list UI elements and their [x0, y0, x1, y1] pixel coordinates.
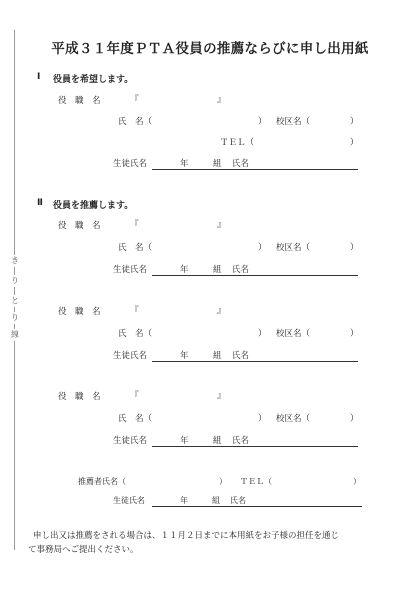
recommender-student-name: 氏名 — [230, 496, 246, 505]
student-name: 氏名 — [232, 159, 250, 169]
student-name-label: 生徒氏名 — [113, 265, 148, 275]
student-year: 年 — [180, 265, 189, 275]
student-name-label: 生徒氏名 — [113, 436, 148, 446]
name-label: 氏 名（ — [118, 117, 153, 127]
position-bracket-open: 『 — [130, 95, 139, 105]
recommender-tel-paren-close: ） — [353, 477, 361, 486]
student-underline[interactable] — [152, 361, 358, 362]
student-class: 組 — [213, 265, 222, 275]
cut-line-char: と — [11, 296, 19, 305]
school-label: 校区名（ — [276, 243, 311, 253]
name-paren-close: ） — [258, 329, 267, 339]
recommender-tel-field[interactable] — [280, 475, 350, 487]
position-bracket-close: 』 — [217, 95, 226, 105]
name-field[interactable] — [158, 114, 254, 126]
name-label: 氏 名（ — [118, 243, 153, 253]
student-underline[interactable] — [152, 446, 358, 447]
student-class: 組 — [213, 351, 222, 361]
name-paren-close: ） — [258, 117, 267, 127]
student-year: 年 — [180, 351, 189, 361]
school-paren-close: ） — [350, 329, 359, 339]
school-label: 校区名（ — [276, 414, 311, 424]
footer-line-2: て事務局へご提出ください。 — [28, 545, 139, 555]
name-label: 氏 名（ — [118, 329, 153, 339]
recommender-label: 推薦者氏名（ — [78, 477, 126, 486]
section2-heading: 役員を推薦します。 — [53, 201, 134, 211]
student-name-label: 生徒氏名 — [113, 159, 148, 169]
position-bracket-close: 』 — [217, 306, 226, 316]
student-name: 氏名 — [232, 351, 250, 361]
school-paren-close: ） — [350, 243, 359, 253]
student-class: 組 — [213, 436, 222, 446]
cut-line-char: 線 — [11, 330, 19, 339]
school-paren-close: ） — [350, 414, 359, 424]
name-paren-close: ） — [258, 243, 267, 253]
position-label: 役 職 名 — [58, 96, 101, 106]
tel-field[interactable] — [264, 135, 348, 147]
student-year: 年 — [180, 436, 189, 446]
student-year: 年 — [180, 159, 189, 169]
section1-heading: 役員を希望します。 — [53, 75, 134, 85]
position-label: 役 職 名 — [58, 221, 101, 231]
tel-label: ＴＥＬ（ — [220, 138, 255, 148]
position-bracket-open: 『 — [130, 306, 139, 316]
recommender-field[interactable] — [132, 475, 218, 487]
school-paren-close: ） — [350, 117, 359, 127]
section1-number: Ⅰ — [37, 72, 41, 82]
recommender-paren-close: ） — [219, 477, 227, 486]
student-name: 氏名 — [232, 265, 250, 275]
recommender-underline[interactable] — [152, 506, 362, 507]
position-field[interactable] — [140, 93, 216, 105]
student-underline[interactable] — [152, 169, 358, 170]
tel-paren-close: ） — [350, 138, 359, 148]
school-field[interactable] — [318, 114, 348, 126]
position-bracket-open: 『 — [130, 220, 139, 230]
student-name-label: 生徒氏名 — [113, 351, 148, 361]
cut-line-char: り — [11, 276, 19, 285]
recommender-tel-label: ＴＥＬ（ — [240, 477, 272, 486]
recommender-student-label: 生徒氏名 — [113, 496, 145, 505]
position-label: 役 職 名 — [58, 307, 101, 317]
position-label: 役 職 名 — [58, 392, 101, 402]
student-name: 氏名 — [232, 436, 250, 446]
name-label: 氏 名（ — [118, 414, 153, 424]
position-bracket-close: 』 — [217, 391, 226, 401]
cut-line — [14, 30, 15, 550]
position-bracket-close: 』 — [217, 220, 226, 230]
student-underline[interactable] — [152, 275, 358, 276]
page-title: 平成３１年度ＰＴＡ役員の推薦ならびに申し出用紙 — [51, 41, 369, 57]
school-label: 校区名（ — [276, 329, 311, 339]
section2-number: Ⅱ — [37, 198, 43, 208]
position-bracket-open: 『 — [130, 391, 139, 401]
name-paren-close: ） — [258, 414, 267, 424]
cut-line-char: り — [11, 313, 19, 322]
footer-line-1: 申し出又は推薦をされる場合は、１１月２日までに本用紙をお子様の担任を通じ — [33, 531, 340, 541]
student-class: 組 — [213, 159, 222, 169]
recommender-year: 年 — [180, 496, 188, 505]
cut-line-char: き — [11, 256, 19, 265]
school-label: 校区名（ — [276, 117, 311, 127]
recommender-class: 組 — [212, 496, 220, 505]
